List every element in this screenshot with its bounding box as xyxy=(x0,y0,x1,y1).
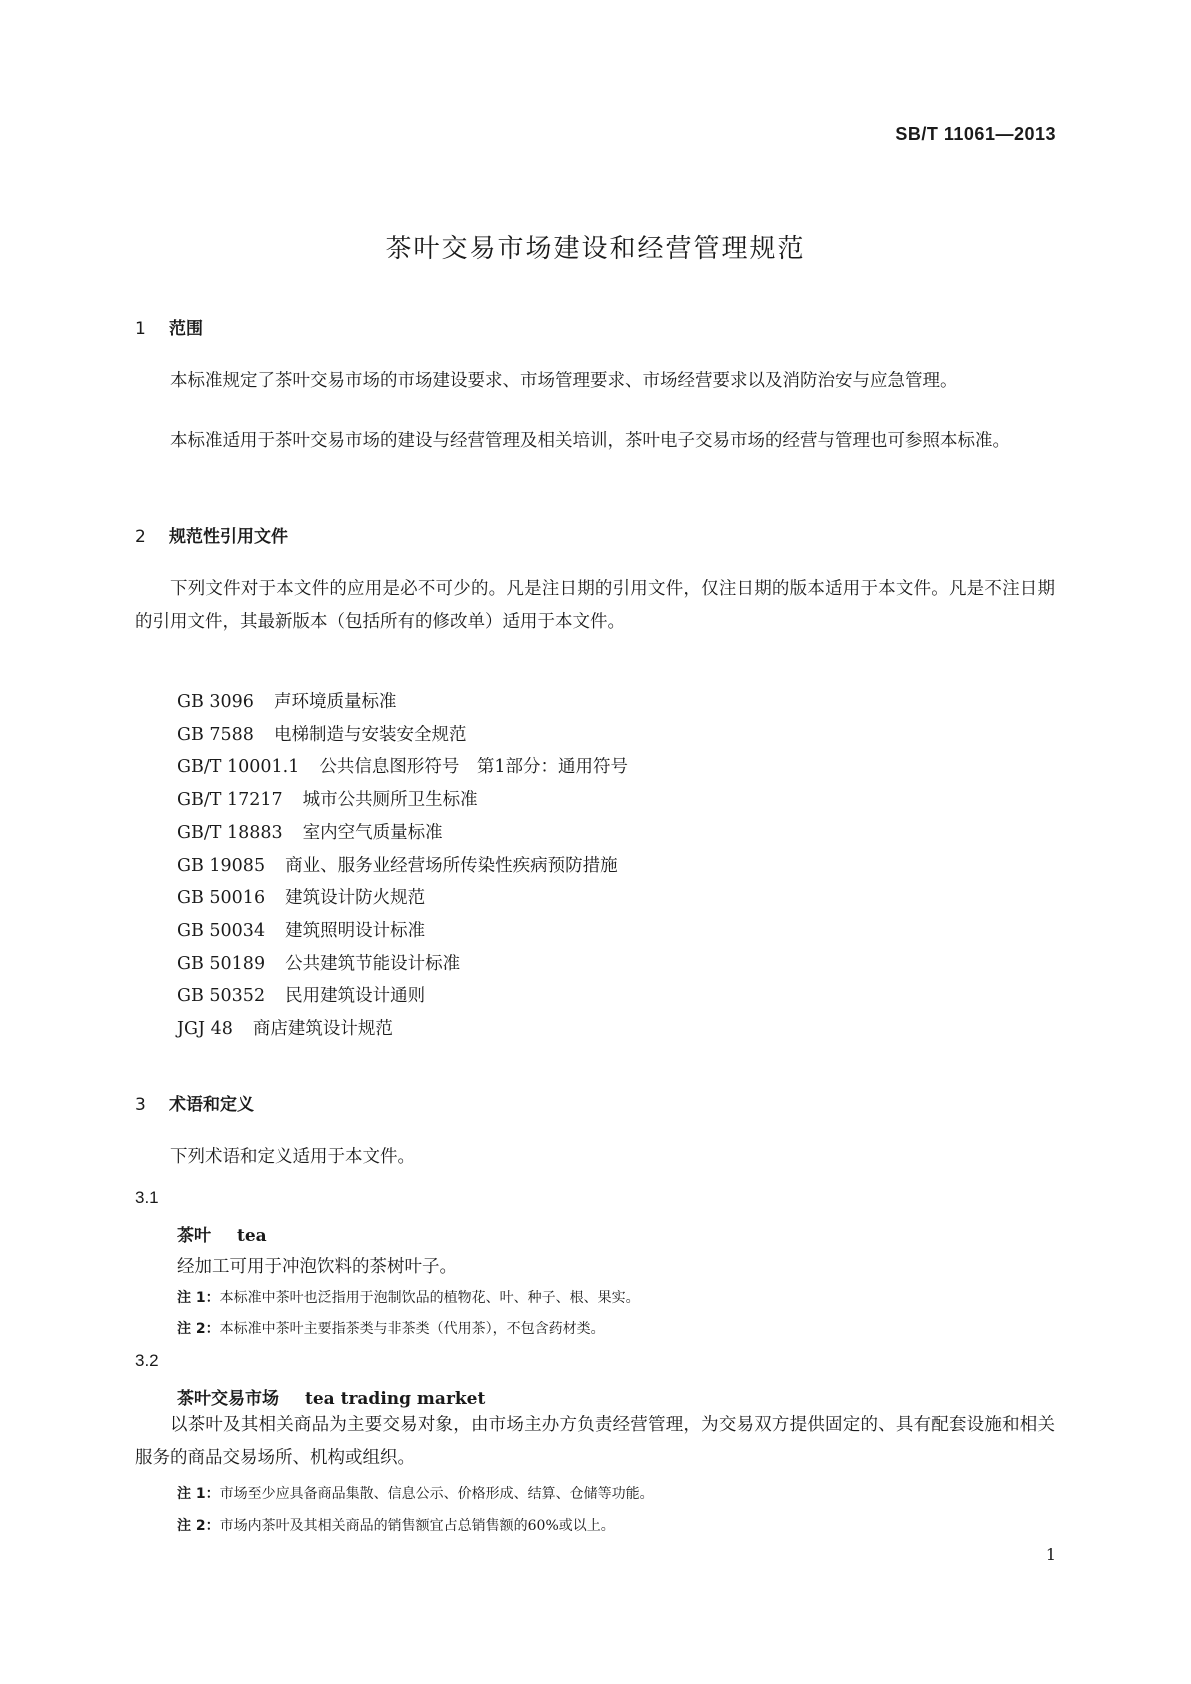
reference-item xyxy=(177,882,628,915)
note-text: 市场至少应具备商品集散、信息公示、价格形成、结算、仓储等功能。 xyxy=(219,1486,654,1502)
reference-name: 建筑照明设计标准 xyxy=(285,920,426,941)
note-text: 本标准中茶叶主要指茶类与非茶类（代用茶），不包含药材类。 xyxy=(219,1321,605,1337)
reference-item xyxy=(177,948,628,981)
term-3-2-title xyxy=(177,1384,485,1409)
reference-code: GB 7588 xyxy=(177,724,254,745)
section-2-number: 2 xyxy=(135,527,146,547)
note-label: 注 1： xyxy=(177,1486,220,1502)
reference-item xyxy=(177,751,628,784)
section-1-heading xyxy=(135,314,203,339)
reference-code: GB 50016 xyxy=(177,888,266,909)
section-3-paragraph-1: 下列术语和定义适用于本文件。 xyxy=(170,1147,415,1167)
reference-name: 民用建筑设计通则 xyxy=(285,986,426,1007)
term-3-2-english: tea trading market xyxy=(305,1389,486,1409)
section-2-paragraph-1: 下列文件对于本文件的应用是必不可少的。凡是注日期的引用文件，仅注日期的版本适用于本文件。凡是不注日期的引用文件，其最新版本（包括所有的修改单）适用于本文件。 xyxy=(135,579,1055,632)
term-3-2-note-2 xyxy=(177,1515,615,1535)
note-label: 注 1： xyxy=(177,1290,220,1306)
term-3-1-note-2 xyxy=(177,1318,605,1338)
reference-name: 室内空气质量标准 xyxy=(302,822,443,843)
reference-name: 城市公共厕所卫生标准 xyxy=(302,790,478,811)
reference-code: GB/T 10001.1 xyxy=(177,757,300,778)
term-3-2-chinese: 茶叶交易市场 xyxy=(177,1389,279,1409)
term-3-1-chinese: 茶叶 xyxy=(177,1226,211,1246)
reference-code: GB 3096 xyxy=(177,692,254,712)
normative-reference-list xyxy=(177,686,628,1046)
reference-item xyxy=(177,850,628,883)
term-3-1-definition: 经加工可用于冲泡饮料的茶树叶子。 xyxy=(177,1257,457,1277)
reference-code: GB 50034 xyxy=(177,920,266,941)
reference-item xyxy=(177,1013,628,1046)
term-3-1-note-1 xyxy=(177,1287,640,1307)
document-title: 茶叶交易市场建设和经营管理规范 xyxy=(385,234,806,264)
reference-code: GB/T 18883 xyxy=(177,822,283,843)
reference-name: 声环境质量标准 xyxy=(273,692,397,712)
reference-code: GB 50352 xyxy=(177,986,266,1007)
standard-code: SB/T 11061—2013 xyxy=(895,124,1056,144)
term-3-1-english: tea xyxy=(237,1226,267,1246)
reference-item xyxy=(177,980,628,1013)
reference-name: 电梯制造与安装安全规范 xyxy=(273,724,467,745)
section-3-title: 术语和定义 xyxy=(169,1095,254,1115)
section-3-number: 3 xyxy=(135,1095,146,1115)
reference-item xyxy=(177,719,628,752)
term-3-2-note-1 xyxy=(177,1483,654,1503)
section-2-heading xyxy=(135,522,288,547)
reference-item xyxy=(177,686,628,719)
section-1-title: 范围 xyxy=(169,319,203,339)
reference-name: 商店建筑设计规范 xyxy=(252,1019,393,1040)
reference-item xyxy=(177,784,628,817)
section-1-number: 1 xyxy=(135,319,146,339)
reference-code: JGJ 48 xyxy=(177,1019,233,1040)
note-text: 市场内茶叶及其相关商品的销售额宜占总销售额的60%或以上。 xyxy=(219,1518,615,1534)
section-1-paragraph-1: 本标准规定了茶叶交易市场的市场建设要求、市场管理要求、市场经营要求以及消防治安与应急管理。 xyxy=(170,371,958,391)
reference-code: GB 50189 xyxy=(177,953,266,974)
reference-name: 建筑设计防火规范 xyxy=(285,888,426,909)
note-label: 注 2： xyxy=(177,1321,220,1337)
reference-item xyxy=(177,915,628,948)
note-label: 注 2： xyxy=(177,1518,220,1534)
reference-code: GB 19085 xyxy=(177,855,266,876)
term-3-2-number: 3.2 xyxy=(135,1351,159,1370)
note-text: 本标准中茶叶也泛指用于泡制饮品的植物花、叶、种子、根、果实。 xyxy=(219,1290,640,1306)
reference-code: GB/T 17217 xyxy=(177,790,283,811)
term-3-1-number: 3.1 xyxy=(135,1188,159,1207)
reference-item xyxy=(177,817,628,850)
reference-name: 公共信息图形符号 第1部分：通用符号 xyxy=(319,757,628,778)
section-2-title: 规范性引用文件 xyxy=(169,527,288,547)
section-3-heading xyxy=(135,1090,254,1115)
page-number: 1 xyxy=(1045,1545,1056,1564)
reference-name: 商业、服务业经营场所传染性疾病预防措施 xyxy=(285,855,618,876)
section-1-paragraph-2: 本标准适用于茶叶交易市场的建设与经营管理及相关培训，茶叶电子交易市场的经营与管理也可参照本标准。 xyxy=(170,431,1010,451)
term-3-1-title xyxy=(177,1221,267,1246)
term-3-2-definition: 以茶叶及其相关商品为主要交易对象，由市场主办方负责经营管理，为交易双方提供固定的、具有配套设施和相关服务的商品交易场所、机构或组织。 xyxy=(135,1415,1055,1468)
reference-name: 公共建筑节能设计标准 xyxy=(285,953,461,974)
